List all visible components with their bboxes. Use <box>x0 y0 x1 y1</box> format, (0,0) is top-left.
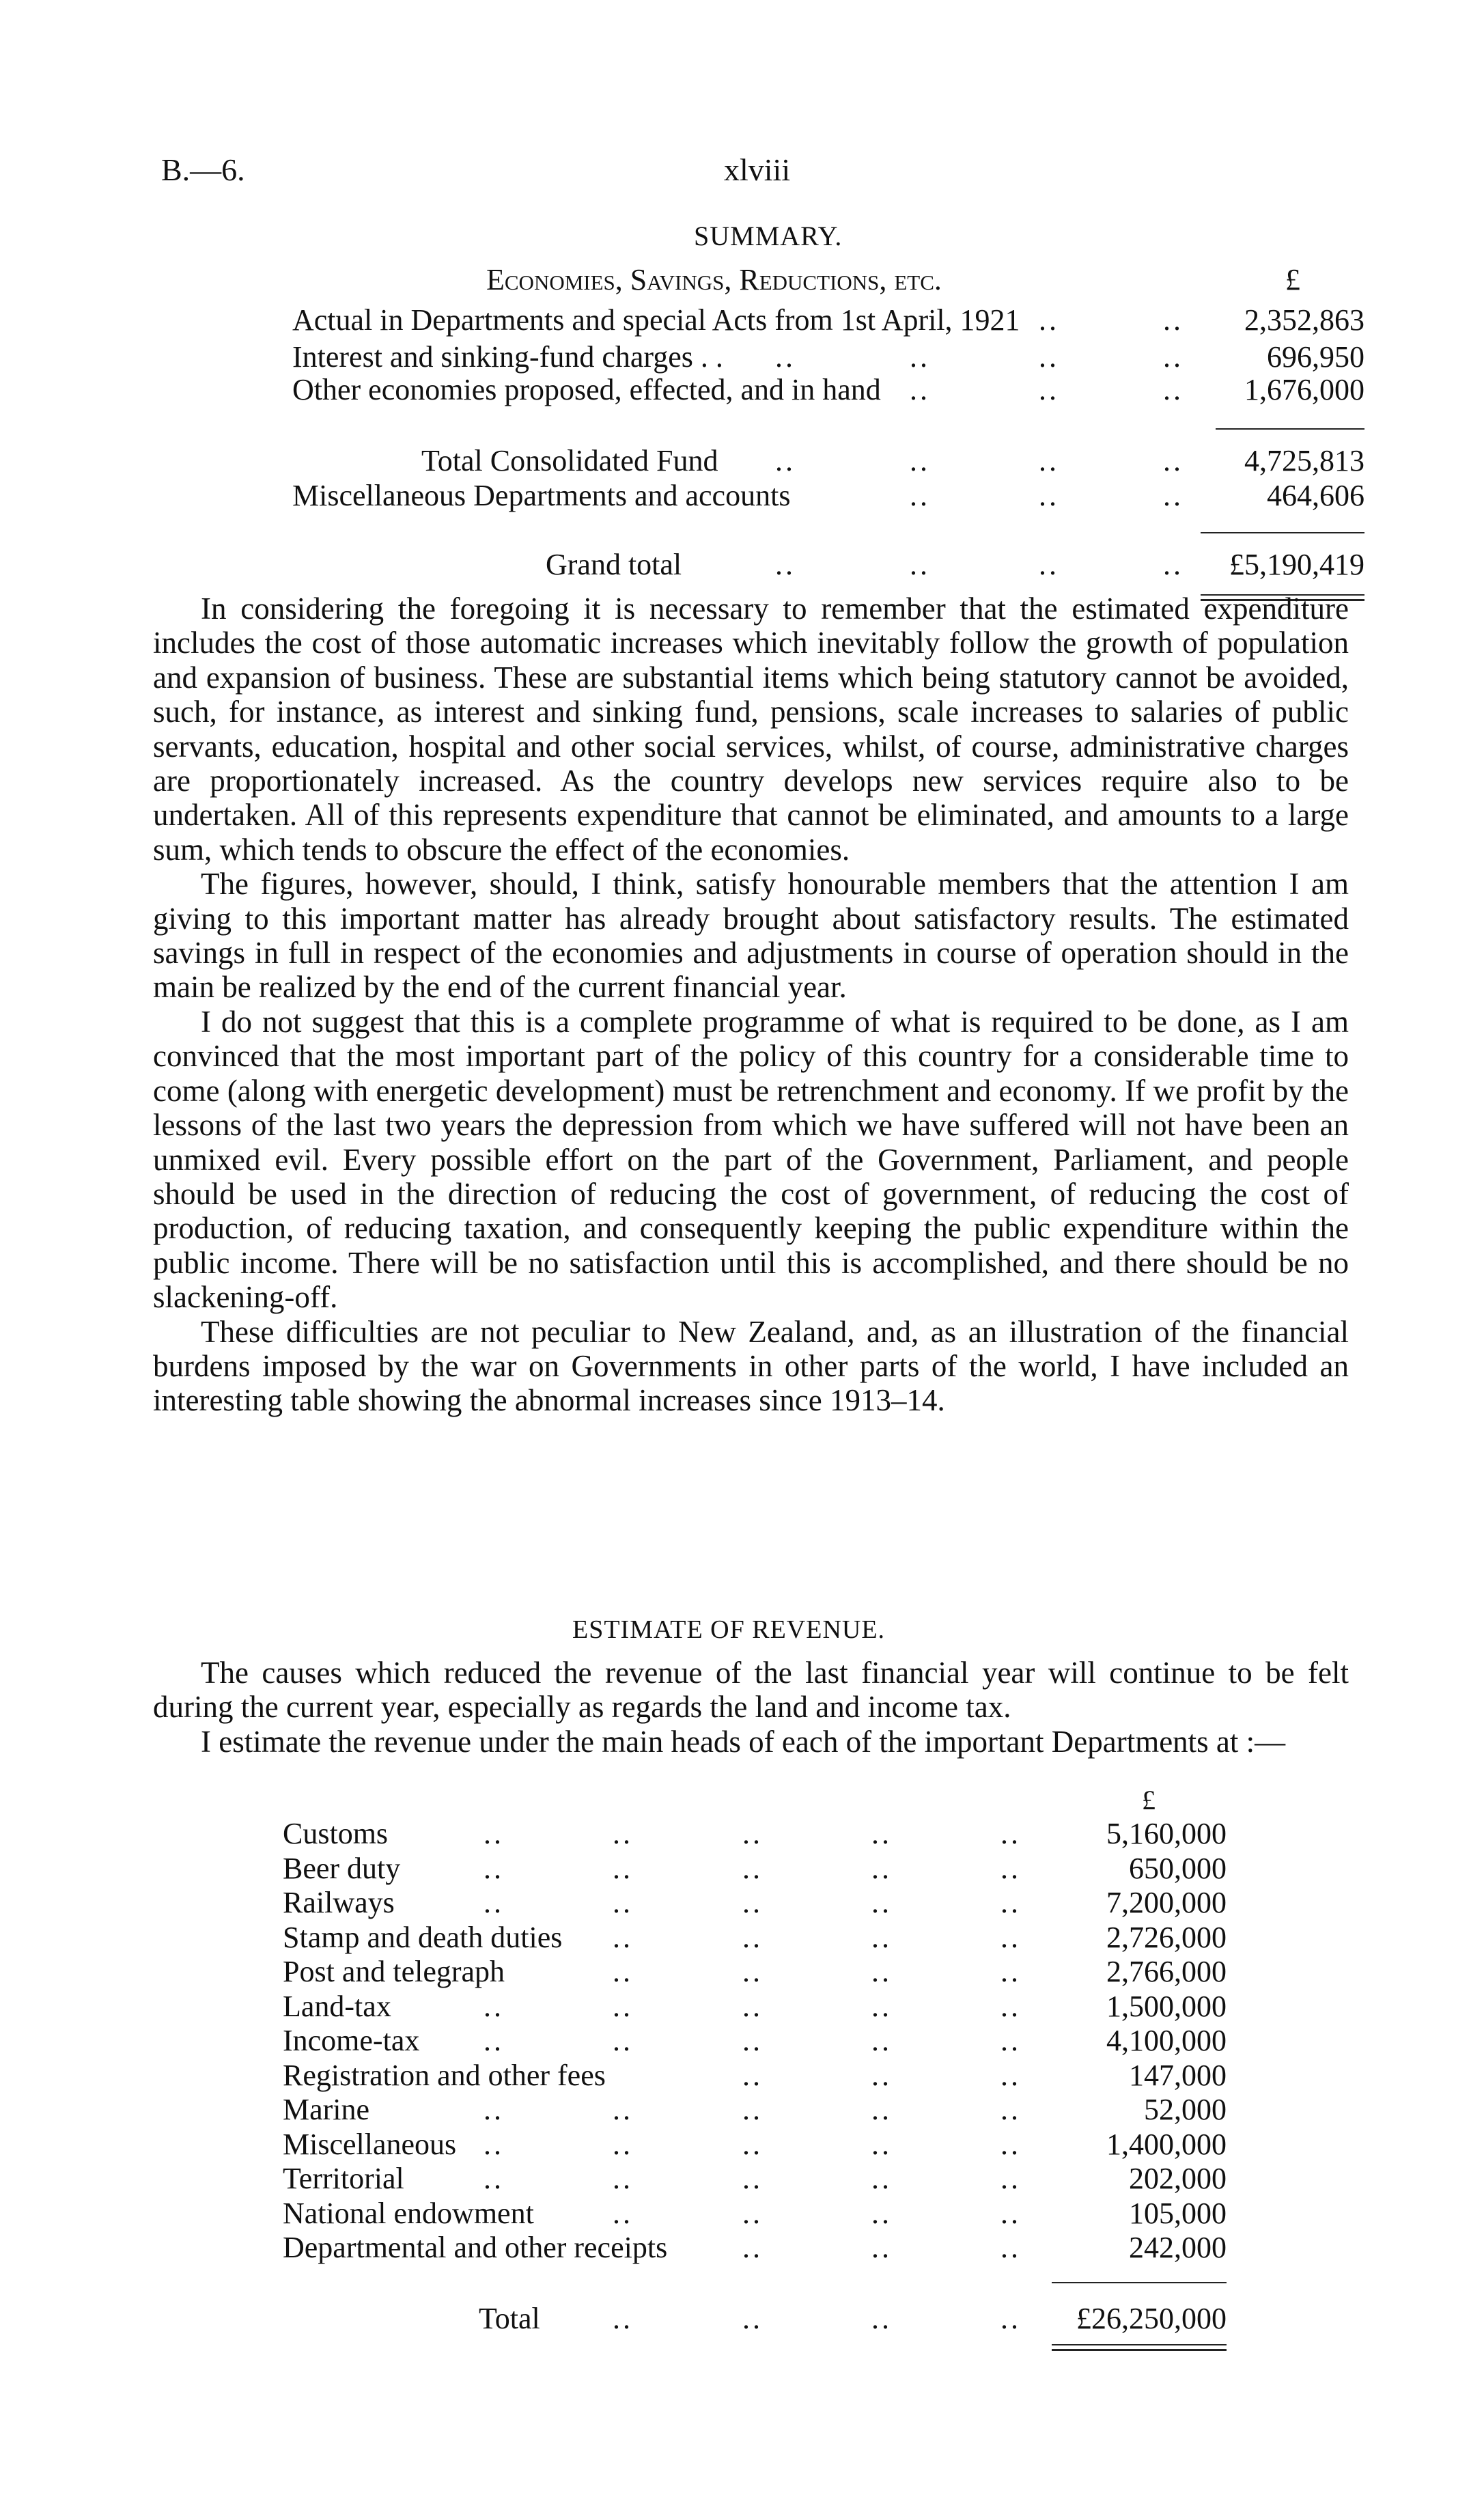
leader-dots: .. <box>1039 340 1059 374</box>
leader-dots: .. <box>1039 479 1059 512</box>
leader-dots: .. <box>1039 548 1059 581</box>
leader-dots: .. <box>910 548 930 581</box>
leader-dots: .. <box>613 1920 633 1954</box>
row-label: Railways <box>283 1886 395 1919</box>
row-amount: 4,100,000 <box>1106 2024 1227 2057</box>
leader-dots: .. <box>1163 340 1184 374</box>
row-label: Marine <box>283 2093 370 2126</box>
row-amount: £5,190,419 <box>1229 548 1364 581</box>
row-label: Interest and sinking-fund charges . . <box>292 340 723 374</box>
row-amount: 464,606 <box>1267 479 1364 512</box>
row-label: Post and telegraph <box>283 1955 505 1988</box>
summary-commentary <box>153 591 1349 1418</box>
row-amount: 7,200,000 <box>1106 1886 1227 1919</box>
summary-row <box>292 373 1364 407</box>
summary-title: SUMMARY. <box>694 221 843 251</box>
revenue-row <box>283 2162 1227 2196</box>
leader-dots: .. <box>484 1851 504 1885</box>
leader-dots: .. <box>613 1886 633 1919</box>
leader-dots: .. <box>613 2162 633 2195</box>
leader-dots: .. <box>613 2024 633 2057</box>
row-amount: 242,000 <box>1129 2231 1227 2264</box>
leader-dots: .. <box>1039 303 1059 337</box>
revenue-commentary <box>153 1656 1349 1759</box>
summary-row <box>292 340 1364 374</box>
leader-dots: .. <box>871 1989 892 2023</box>
revenue-row <box>283 1886 1227 1920</box>
row-label: Land-tax <box>283 1989 391 2023</box>
row-amount: 105,000 <box>1129 2196 1227 2230</box>
revenue-row <box>283 1852 1227 1886</box>
leader-dots: .. <box>1000 1920 1021 1954</box>
row-amount: 1,400,000 <box>1106 2127 1227 2161</box>
leader-dots: .. <box>742 1920 763 1954</box>
revenue-total-double-rule <box>1052 2344 1227 2351</box>
row-amount: £26,250,000 <box>1076 2302 1227 2335</box>
row-amount: 2,726,000 <box>1106 1920 1227 1954</box>
leader-dots: .. <box>1000 2058 1021 2092</box>
revenue-row <box>283 2024 1227 2058</box>
revenue-row <box>283 2197 1227 2231</box>
leader-dots: .. <box>613 1989 633 2023</box>
leader-dots: .. <box>742 2093 763 2126</box>
grand-total-row <box>546 548 1364 582</box>
row-label: Income-tax <box>283 2024 420 2057</box>
paragraph: In considering the foregoing it is necessary to remember that the estimated expenditure includes the cost of those automatic increases which inevitably follow the growth of population and expansion of business. These are substantial items which being statutory cannot be avoided, such, for instance, as interest and sinking fund, pensions, scale increases to salaries of public servants, education, hospital and other social services, whilst, of course, administrative charges are proportionately increased. As the country develops new services require also to be undertaken. All of this represents expenditure that cannot be eliminated, and amounts to a large sum, which tends to obscure the effect of the economies. <box>153 591 1349 867</box>
revenue-row <box>283 1817 1227 1851</box>
row-label: Other economies proposed, effected, and in hand <box>292 373 881 406</box>
leader-dots: .. <box>742 1851 763 1885</box>
leader-dots: .. <box>1000 1851 1021 1885</box>
leader-dots: .. <box>871 2231 892 2264</box>
subtotal-rule <box>1216 428 1364 430</box>
summary-subtitle: Economies, Savings, Reductions, etc. <box>486 263 942 296</box>
row-amount: 147,000 <box>1129 2058 1227 2092</box>
leader-dots: .. <box>742 1817 763 1850</box>
row-label: National endowment <box>283 2196 534 2230</box>
row-label: Departmental and other receipts <box>283 2231 668 2264</box>
row-amount: 202,000 <box>1129 2162 1227 2195</box>
leader-dots: .. <box>613 2196 633 2230</box>
leader-dots: .. <box>1000 2093 1021 2126</box>
leader-dots: .. <box>871 1955 892 1988</box>
leader-dots: .. <box>1163 444 1184 477</box>
leader-dots: .. <box>484 2127 504 2161</box>
leader-dots: .. <box>742 2231 763 2264</box>
leader-dots: .. <box>871 2162 892 2195</box>
total-rule <box>1201 532 1364 533</box>
leader-dots: .. <box>775 340 796 374</box>
leader-dots: .. <box>1000 2302 1021 2335</box>
leader-dots: .. <box>1000 1886 1021 1919</box>
summary-currency-label: £ <box>1285 263 1300 296</box>
leader-dots: .. <box>871 1920 892 1954</box>
row-label: Total Consolidated Fund <box>421 444 718 477</box>
row-amount: 2,766,000 <box>1106 1955 1227 1988</box>
leader-dots: .. <box>484 2024 504 2057</box>
leader-dots: .. <box>910 444 930 477</box>
row-label: Total <box>479 2302 540 2335</box>
leader-dots: .. <box>484 1886 504 1919</box>
leader-dots: .. <box>484 1817 504 1850</box>
row-amount: 2,352,863 <box>1244 303 1364 337</box>
paragraph: The figures, however, should, I think, satisfy honourable members that the attention I am giving to this important matter has already brought about satisfactory results. The estimated savings in full in respect of the economies and adjustments in course of operation should in the main be realized by the end of the current financial year. <box>153 867 1349 1005</box>
leader-dots: .. <box>1163 548 1184 581</box>
leader-dots: .. <box>742 2302 763 2335</box>
row-amount: 52,000 <box>1144 2093 1227 2126</box>
leader-dots: .. <box>1163 373 1184 406</box>
leader-dots: .. <box>910 479 930 512</box>
leader-dots: .. <box>871 2127 892 2161</box>
leader-dots: .. <box>613 2127 633 2161</box>
paragraph: I estimate the revenue under the main heads of each of the important Departments at :— <box>201 1724 1286 1759</box>
leader-dots: .. <box>742 2196 763 2230</box>
row-label: Customs <box>283 1817 389 1850</box>
revenue-row <box>283 2128 1227 2162</box>
revenue-row <box>283 1921 1227 1955</box>
revenue-row <box>283 2093 1227 2127</box>
revenue-row <box>283 2231 1227 2265</box>
paragraph: I do not suggest that this is a complete programme of what is required to be done, as I am convinced that the most important part of the policy of this country for a considerable time to come (along with energetic development) must be retrenchment and economy. If we profit by the lessons of the last two years the depression from which we have suffered will not have been an unmixed evil. Every possible effort on the part of the Government, Parliament, and people should be used in the direction of reducing the cost of government, of reducing the cost of production, of reducing taxation, and consequently keeping the public expenditure within the public income. There will be no satisfaction until this is accomplished, and there should be no slackening-off. <box>153 1004 1349 1315</box>
revenue-title: ESTIMATE OF REVENUE. <box>572 1615 886 1644</box>
leader-dots: .. <box>1163 479 1184 512</box>
revenue-total-rule <box>1052 2282 1227 2283</box>
revenue-total-row <box>479 2302 1227 2336</box>
row-label: Beer duty <box>283 1851 401 1885</box>
row-label: Miscellaneous Departments and accounts <box>292 479 791 512</box>
leader-dots: .. <box>1000 1989 1021 2023</box>
row-label: Miscellaneous <box>283 2127 457 2161</box>
leader-dots: .. <box>484 1989 504 2023</box>
leader-dots: .. <box>871 1817 892 1850</box>
leader-dots: .. <box>871 2024 892 2057</box>
document-reference: B.—6. <box>161 152 245 187</box>
paragraph: The causes which reduced the revenue of the last financial year will continue to be felt during the current year, especially as regards the land and income tax. <box>153 1656 1349 1725</box>
leader-dots: .. <box>613 2093 633 2126</box>
row-amount: 1,676,000 <box>1244 373 1364 406</box>
row-amount: 5,160,000 <box>1106 1817 1227 1850</box>
leader-dots: .. <box>871 1886 892 1919</box>
row-label: Registration and other fees <box>283 2058 606 2092</box>
leader-dots: .. <box>1000 2196 1021 2230</box>
leader-dots: .. <box>613 1955 633 1988</box>
leader-dots: .. <box>484 2162 504 2195</box>
revenue-currency-label: £ <box>1142 1785 1156 1815</box>
row-amount: 650,000 <box>1129 1851 1227 1885</box>
leader-dots: .. <box>775 548 796 581</box>
leader-dots: .. <box>1000 2162 1021 2195</box>
row-label: Territorial <box>283 2162 404 2195</box>
leader-dots: .. <box>1039 444 1059 477</box>
row-label: Stamp and death duties <box>283 1920 563 1954</box>
leader-dots: .. <box>871 2196 892 2230</box>
miscellaneous-departments-row <box>292 479 1364 513</box>
leader-dots: .. <box>1000 2024 1021 2057</box>
leader-dots: .. <box>910 340 930 374</box>
total-consolidated-fund-row <box>421 444 1364 478</box>
leader-dots: .. <box>1000 2231 1021 2264</box>
leader-dots: .. <box>742 2024 763 2057</box>
leader-dots: .. <box>613 1851 633 1885</box>
leader-dots: .. <box>910 373 930 406</box>
summary-row <box>292 303 1364 337</box>
leader-dots: .. <box>1000 2127 1021 2161</box>
leader-dots: .. <box>775 444 796 477</box>
leader-dots: .. <box>1000 1817 1021 1850</box>
row-amount: 1,500,000 <box>1106 1989 1227 2023</box>
revenue-row <box>283 1990 1227 2024</box>
leader-dots: .. <box>871 2093 892 2126</box>
row-amount: 4,725,813 <box>1244 444 1364 477</box>
leader-dots: .. <box>742 1886 763 1919</box>
leader-dots: .. <box>742 1955 763 1988</box>
leader-dots: .. <box>871 1851 892 1885</box>
leader-dots: .. <box>613 1817 633 1850</box>
revenue-row <box>283 1955 1227 1989</box>
row-label: Grand total <box>546 548 682 581</box>
leader-dots: .. <box>1000 1955 1021 1988</box>
revenue-row <box>283 2059 1227 2093</box>
leader-dots: .. <box>613 2302 633 2335</box>
leader-dots: .. <box>742 2058 763 2092</box>
leader-dots: .. <box>742 1989 763 2023</box>
leader-dots: .. <box>1039 373 1059 406</box>
row-amount: 696,950 <box>1267 340 1364 374</box>
paragraph: These difficulties are not peculiar to New Zealand, and, as an illustration of the financial burdens imposed by the war on Governments in other parts of the world, I have included an interesting table showing the abnormal increases since 1913–14. <box>153 1314 1349 1418</box>
leader-dots: .. <box>1163 303 1184 337</box>
leader-dots: .. <box>871 2058 892 2092</box>
page-number: xlviii <box>724 152 791 187</box>
leader-dots: .. <box>871 2302 892 2335</box>
leader-dots: .. <box>742 2162 763 2195</box>
leader-dots: .. <box>484 2093 504 2126</box>
row-label: Actual in Departments and special Acts from 1st April, 1921 <box>292 303 1020 337</box>
leader-dots: .. <box>742 2127 763 2161</box>
